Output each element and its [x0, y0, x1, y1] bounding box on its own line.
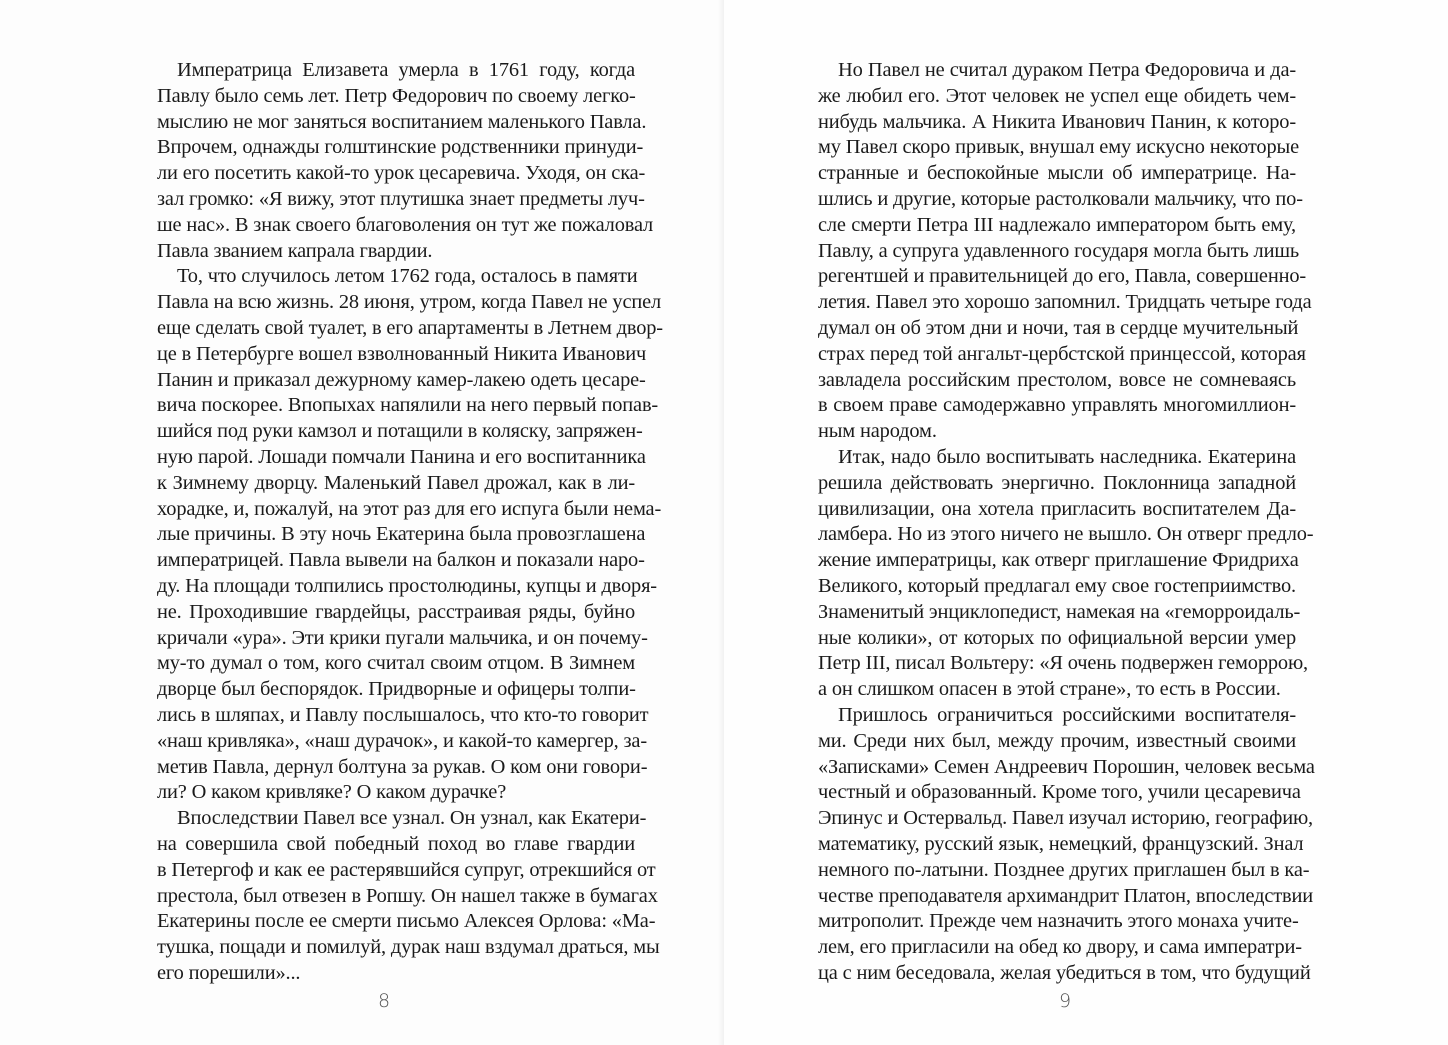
text-line: математику, русский язык, немецкий, французский. Знал: [818, 832, 1304, 855]
right-page-number: 9: [1059, 990, 1072, 1012]
text-line: митрополит. Прежде чем назначить этого монаха учите-: [818, 910, 1299, 933]
paragraph: [157, 806, 660, 987]
left-page-number: 8: [378, 990, 391, 1012]
text-line: Императрица Елизавета умерла в 1761 году, когда: [177, 59, 635, 81]
text-line: Павлу, а супруга удавленного государя могла быть лишь: [818, 239, 1300, 262]
text-line: завладела российским престолом, вовсе не сомневаясь: [818, 368, 1296, 391]
text-line: императрицей. Павла вывели на балкон и показали наро-: [157, 549, 645, 572]
text-line: зал громко: «Я вижу, этот плутишка знает предметы луч-: [157, 187, 645, 210]
text-line: дворце был беспорядок. Придворные и офицеры толпи-: [157, 678, 636, 701]
text-line: Екатерины после ее смерти письмо Алексея Орлова: «Ма-: [157, 910, 656, 933]
text-line: Впрочем, однажды голштинские родственники принуди-: [157, 136, 644, 159]
text-line: жение императрицы, как отверг приглашение Фридриха: [818, 549, 1299, 572]
text-line: ду. На площади толпились простолюдины, купцы и дворя-: [157, 574, 657, 597]
text-line: лись в шляпах, и Павлу послышалось, что кто-то говорит: [157, 703, 649, 726]
text-line: думал он об этом дни и ночи, тая в сердце мучительный: [818, 316, 1299, 339]
paragraph: [818, 445, 1314, 703]
text-line: нибудь мальчика. А Никита Иванович Панин, к которо-: [818, 110, 1296, 133]
text-line: честве преподавателя архимандрит Платон, впоследствии: [818, 884, 1314, 907]
text-line: ную парой. Лошади помчали Панина и его воспитанника: [157, 445, 646, 468]
text-line: «наш кривляка», «наш дурачок», и какой-то камергер, за-: [157, 729, 647, 752]
text-line: вича поскорее. Впопыхах напялили на него первый попав-: [157, 394, 659, 417]
text-line: Петр III, писал Вольтеру: «Я очень подвержен геморрою,: [818, 652, 1308, 675]
text-line: Итак, надо было воспитывать наследника. Екатерина: [838, 445, 1296, 468]
text-line: му-то думал о том, кого считал своим отцом. В Зимнем: [157, 652, 635, 675]
text-line: Павлу было семь лет. Петр Федорович по своему легко-: [157, 84, 636, 107]
text-line: не. Проходившие гвардейцы, расстраивая ряды, буйно: [157, 600, 635, 623]
text-line: престола, был отвезен в Ропшу. Он нашел также в бумагах: [157, 884, 658, 907]
text-line: шийся под руки камзол и потащили в коляску, запряжен-: [157, 420, 643, 443]
text-line: Панин и приказал дежурному камер-лакею одеть цесаре-: [157, 368, 646, 391]
right-page-text: [818, 58, 1315, 987]
text-line: ми. Среди них был, между прочим, известный своими: [818, 729, 1296, 752]
text-line: еще сделать свой туалет, в его апартаменты в Летнем двор-: [157, 316, 663, 339]
text-line: ца с ним беседовала, желая убедиться в том, что будущий: [818, 961, 1311, 984]
text-line: Павла на всю жизнь. 28 июня, утром, когда Павел не успел: [157, 291, 662, 314]
text-line: а он слишком опасен в этой стране», то есть в России.: [818, 678, 1281, 701]
text-line: в своем праве самодержавно управлять многомиллион-: [818, 394, 1296, 417]
right-page: [724, 0, 1448, 1045]
left-page-text: [157, 58, 663, 987]
text-line: лем, его пригласили на обед ко двору, и сама императри-: [818, 936, 1302, 959]
text-line: регентшей и правительницей до его, Павла, совершенно-: [818, 265, 1307, 288]
text-line: цивилизации, она хотела пригласить воспитателем Да-: [818, 497, 1296, 520]
text-line: То, что случилось летом 1762 года, осталось в памяти: [177, 265, 638, 288]
text-line: летия. Павел это хорошо запомнил. Тридцать четыре года: [818, 291, 1312, 314]
text-line: мыслию не мог заняться воспитанием маленького Павла.: [157, 110, 647, 133]
text-line: его порешили»...: [157, 961, 301, 984]
text-line: немного по-латыни. Позднее других приглашен был в ка-: [818, 858, 1310, 881]
text-line: страх перед той ангальт-цербстской принцессой, которая: [818, 342, 1306, 365]
paragraph: [818, 703, 1315, 987]
paragraph: [157, 58, 654, 264]
text-line: сле смерти Петра III надлежало императором быть ему,: [818, 213, 1296, 236]
text-line: лые причины. В эту ночь Екатерина была провозглашена: [157, 523, 646, 546]
text-line: «Записками» Семен Андреевич Порошин, человек весьма: [818, 755, 1315, 778]
text-line: ным народом.: [818, 420, 937, 443]
text-line: Великого, который предлагал ему свое гостеприимство.: [818, 574, 1296, 597]
text-line: Но Павел не считал дураком Петра Федоровича и да-: [838, 59, 1296, 81]
text-line: ные колики», от которых по официальной версии умер: [818, 626, 1296, 649]
text-line: же любил его. Этот человек не успел еще обидеть чем-: [818, 84, 1296, 107]
text-line: Впоследствии Павел все узнал. Он узнал, как Екатери-: [177, 807, 647, 830]
text-line: ламбера. Но из этого ничего не вышло. Он отверг предло-: [818, 523, 1314, 546]
text-line: решила действовать энергично. Поклонница западной: [818, 471, 1296, 494]
text-line: Павла званием капрала гвардии.: [157, 239, 433, 262]
text-line: шлись и другие, которые растолковали мальчику, что по-: [818, 187, 1303, 210]
text-line: к Зимнему дворцу. Маленький Павел дрожал, как в ли-: [157, 471, 635, 494]
text-line: на совершила свой победный поход во главе гвардии: [157, 832, 635, 855]
text-line: ше нас». В знак своего благоволения он тут же пожаловал: [157, 213, 654, 236]
paragraph: [157, 264, 663, 806]
text-line: метив Павла, дернул болтуна за рукав. О ком они говори-: [157, 755, 648, 778]
text-line: Знаменитый энциклопедист, намекая на «геморроидаль-: [818, 600, 1301, 623]
text-line: странные и беспокойные мысли об императрице. На-: [818, 162, 1296, 185]
text-line: це в Петербурге вошел взволнованный Никита Иванович: [157, 342, 647, 365]
text-line: Эпинус и Остервальд. Павел изучал историю, географию,: [818, 807, 1314, 830]
text-line: кричали «ура». Эти крики пугали мальчика, и он почему-: [157, 626, 648, 649]
text-line: честный и образованный. Кроме того, учили цесаревича: [818, 781, 1301, 804]
text-line: Пришлось ограничиться российскими воспитателя-: [838, 703, 1296, 726]
text-line: хорадке, и, пожалуй, на этот раз для его испуга были нема-: [157, 497, 662, 520]
paragraph: [818, 58, 1312, 445]
text-line: ли? О каком кривляке? О каком дурачке?: [157, 781, 507, 804]
text-line: му Павел скоро привык, внушал ему искусно некоторые: [818, 136, 1299, 159]
text-line: тушка, пощади и помилуй, дурак наш вздумал драться, мы: [157, 936, 660, 959]
text-line: в Петергоф и как ее растерявшийся супруг, отрекшийся от: [157, 858, 656, 881]
text-line: ли его посетить какой-то урок цесаревича. Уходя, он ска-: [157, 162, 646, 185]
